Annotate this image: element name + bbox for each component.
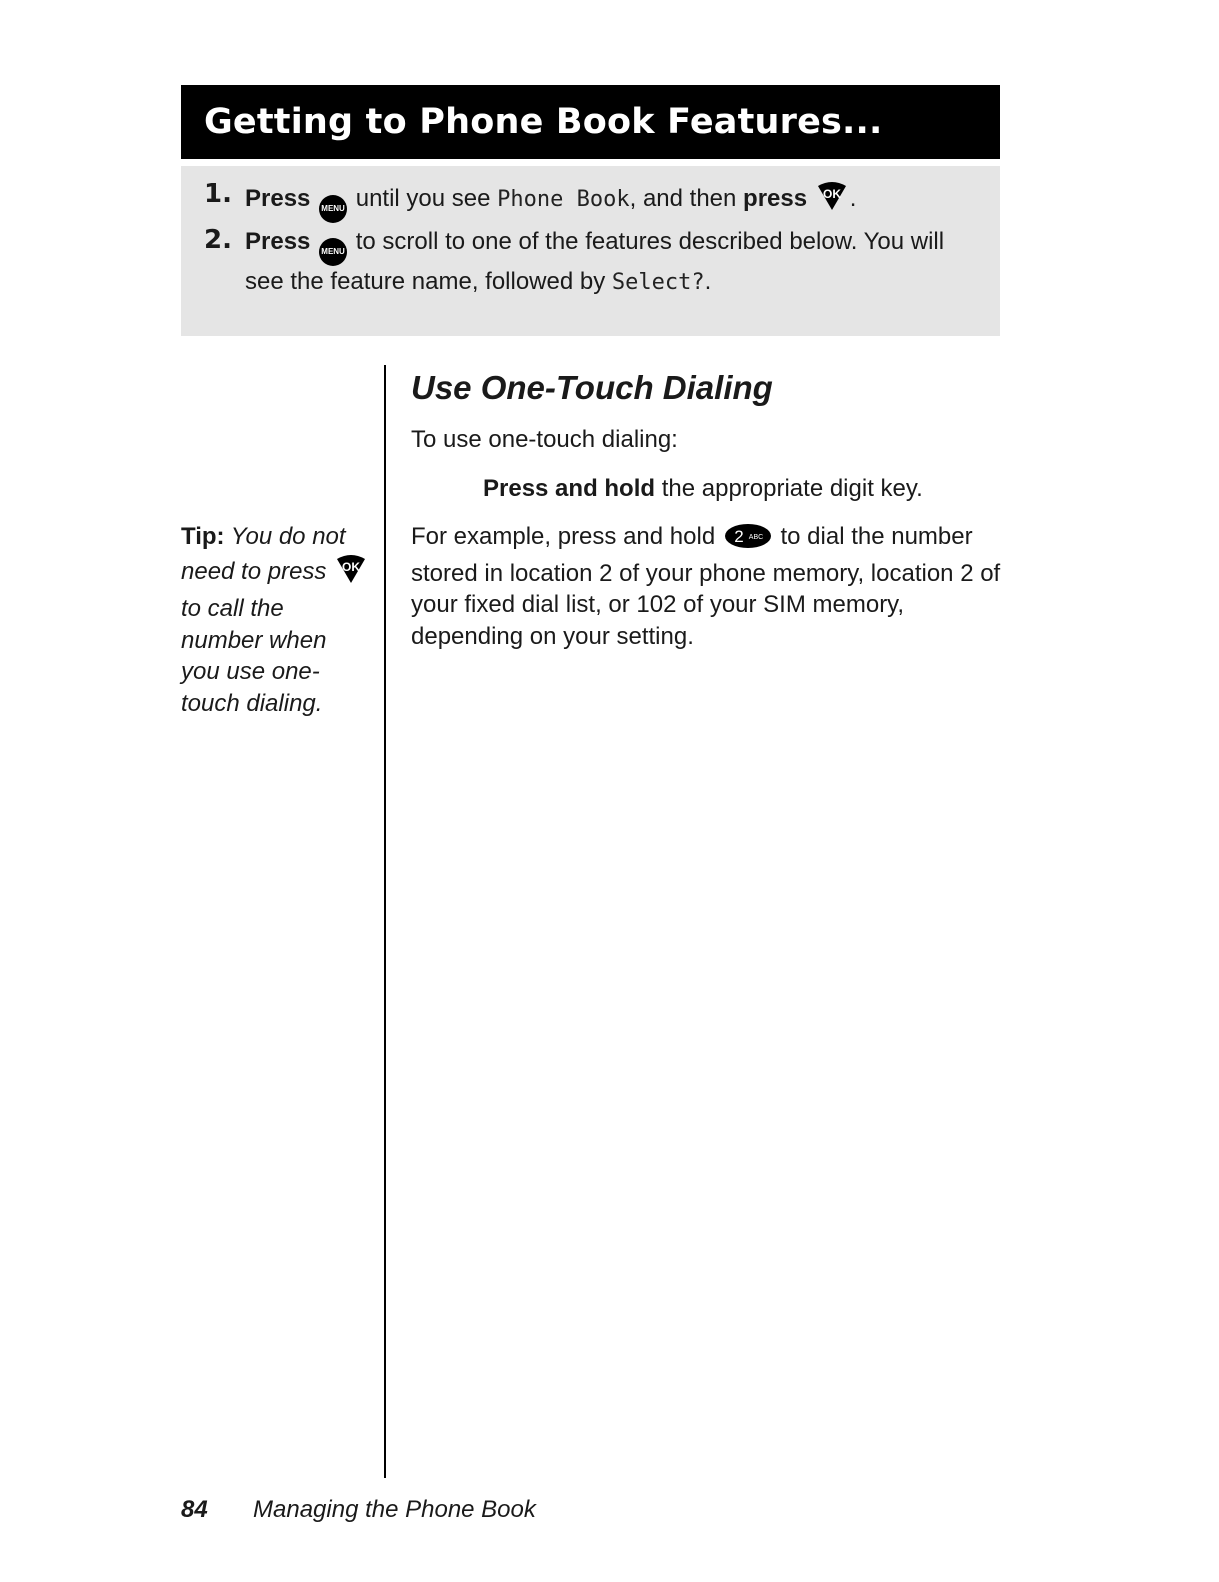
press-label: Press xyxy=(245,185,311,212)
menu-key-icon: MENU xyxy=(319,195,347,223)
digit-key-letters: ABC xyxy=(748,534,764,541)
press-label: Press xyxy=(245,228,311,255)
display-text: Phone Book xyxy=(497,187,630,212)
chapter-title: Managing the Phone Book xyxy=(253,1496,536,1523)
column-divider xyxy=(384,365,386,1478)
example-text: For example, press and hold xyxy=(411,523,722,550)
display-text: Select? xyxy=(611,270,705,295)
step-text-part: until you see xyxy=(349,185,498,212)
section-header-bar xyxy=(181,85,1000,159)
steps-box xyxy=(181,166,1000,336)
digit-2-key-icon xyxy=(724,523,772,558)
step-text-part: , and then xyxy=(629,185,744,212)
instruction xyxy=(483,473,1083,505)
digit-key-number: 2 xyxy=(734,527,744,546)
instruction-rest: the appropriate digit key. xyxy=(655,475,923,502)
menu-key-icon: MENU xyxy=(319,238,347,266)
instruction-bold: Press and hold xyxy=(483,475,656,502)
ok-key-icon xyxy=(335,553,367,594)
tip-text: You do not need to press xyxy=(181,523,346,585)
step-number: 2. xyxy=(204,225,232,255)
page-number: 84 xyxy=(181,1496,208,1523)
step-text-part: . xyxy=(849,185,857,212)
step-text xyxy=(245,180,975,223)
ok-key-label: OK xyxy=(822,187,841,201)
step-text xyxy=(245,226,975,299)
tip-text: to call the number when you use one-touch dialing. xyxy=(181,595,327,717)
press-label: press xyxy=(743,185,808,212)
step-text-part: to scroll to one of the features described below. You will see the feature name, followed by xyxy=(245,228,945,295)
step-number: 1. xyxy=(204,179,232,209)
tip-note xyxy=(181,521,371,719)
section-title: Use One-Touch Dialing xyxy=(411,369,773,406)
tip-label: Tip: xyxy=(181,523,225,550)
ok-key-icon xyxy=(816,180,848,221)
section-intro: To use one-touch dialing: xyxy=(411,426,678,453)
step-text-part: . xyxy=(704,268,712,295)
header-title: Getting to Phone Book Features... xyxy=(204,102,883,142)
example-text: to dial the number stored in location 2 of your phone memory, location 2 of your fixed dial list, or 102 of your SIM memory, depending on your setting. xyxy=(411,523,1001,650)
example-paragraph xyxy=(411,521,1001,652)
ok-key-label: OK xyxy=(342,559,361,574)
